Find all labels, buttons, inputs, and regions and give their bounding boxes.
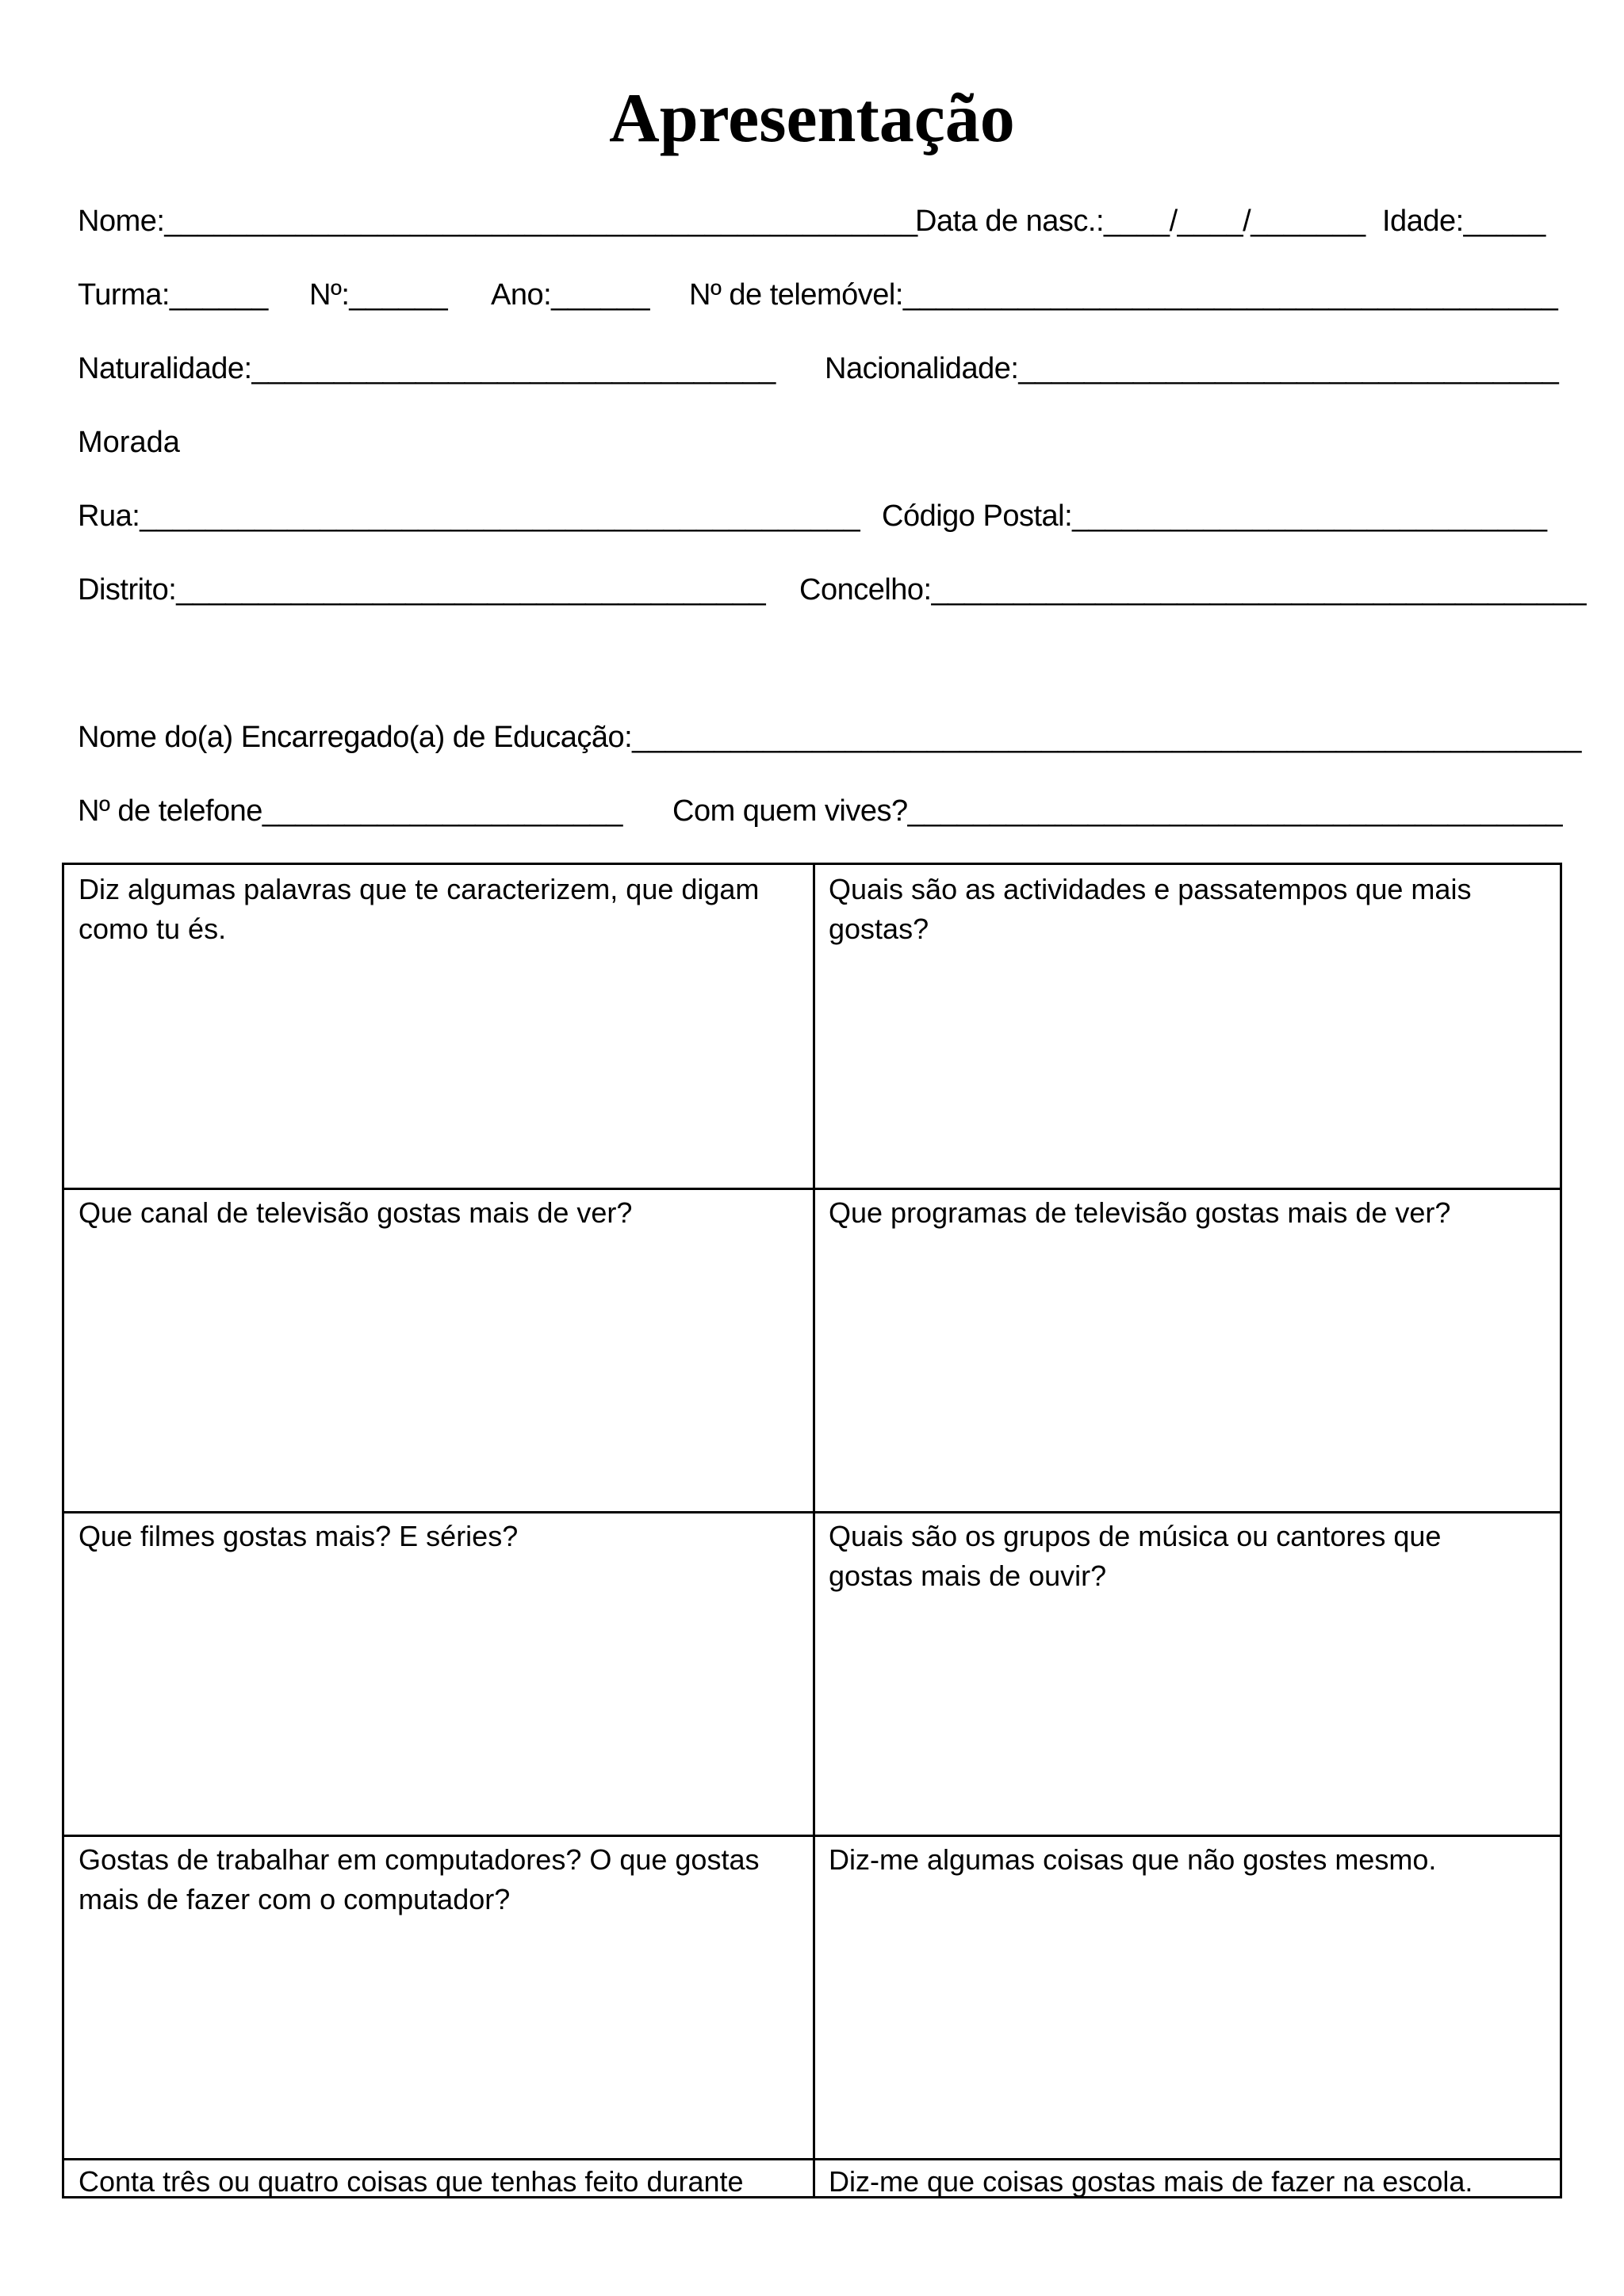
telemovel-field[interactable]: Nº de telemóvel:________________________________________ bbox=[689, 278, 1558, 312]
question-programas-televisao[interactable]: Que programas de televisão gostas mais de ver? bbox=[829, 1196, 1451, 1229]
idade-field[interactable]: Idade:_____ bbox=[1382, 205, 1545, 238]
codigo-postal-field[interactable]: Código Postal:_____________________________ bbox=[882, 499, 1547, 533]
question-filmes-series[interactable]: Que filmes gostas mais? E séries? bbox=[79, 1520, 519, 1552]
nome-field[interactable]: Nome:______________________________________________ bbox=[78, 205, 917, 238]
row-divider bbox=[64, 1511, 1560, 1513]
question-computadores[interactable]: Gostas de trabalhar em computadores? O que gostas mais de fazer com o computador? bbox=[79, 1843, 760, 1915]
row-divider bbox=[64, 2158, 1560, 2160]
naturalidade-field[interactable]: Naturalidade:________________________________ bbox=[78, 352, 776, 385]
question-musica[interactable]: Quais são os grupos de música ou cantores que gostas mais de ouvir? bbox=[829, 1520, 1442, 1592]
question-canal-televisao[interactable]: Que canal de televisão gostas mais de ver? bbox=[79, 1196, 633, 1229]
turma-field[interactable]: Turma:______ bbox=[78, 278, 268, 312]
com-quem-vives-field[interactable]: Com quem vives?________________________________________ bbox=[672, 794, 1562, 828]
telefone-field[interactable]: Nº de telefone______________________ bbox=[78, 794, 622, 828]
column-divider bbox=[813, 865, 815, 2196]
concelho-field[interactable]: Concelho:________________________________________ bbox=[799, 573, 1586, 607]
encarregado-educacao-field[interactable]: Nome do(a) Encarregado(a) de Educação:__________________________________________________________ bbox=[78, 721, 1581, 754]
ano-field[interactable]: Ano:______ bbox=[491, 278, 649, 312]
question-caracteriza[interactable]: Diz algumas palavras que te caracterizem, que digam como tu és. bbox=[79, 873, 760, 945]
distrito-field[interactable]: Distrito:____________________________________ bbox=[78, 573, 766, 607]
nacionalidade-field[interactable]: Nacionalidade:_________________________________ bbox=[825, 352, 1559, 385]
question-conta-coisas[interactable]: Conta três ou quatro coisas que tenhas feito durante bbox=[79, 2165, 744, 2198]
question-passatempos[interactable]: Quais são as actividades e passatempos que mais gostas? bbox=[829, 873, 1472, 945]
question-escola[interactable]: Diz-me que coisas gostas mais de fazer na escola. bbox=[829, 2165, 1473, 2198]
row-divider bbox=[64, 1835, 1560, 1837]
page-title: Apresentação bbox=[609, 80, 1015, 157]
questions-table bbox=[62, 863, 1562, 2198]
numero-field[interactable]: Nº:______ bbox=[309, 278, 448, 312]
row-divider bbox=[64, 1188, 1560, 1190]
data-nascimento-field[interactable]: Data de nasc.:____/____/_______ bbox=[915, 205, 1365, 238]
rua-field[interactable]: Rua:____________________________________________ bbox=[78, 499, 860, 533]
morada-label: Morada bbox=[78, 426, 180, 459]
question-nao-gostes[interactable]: Diz-me algumas coisas que não gostes mesmo. bbox=[829, 1843, 1437, 1876]
